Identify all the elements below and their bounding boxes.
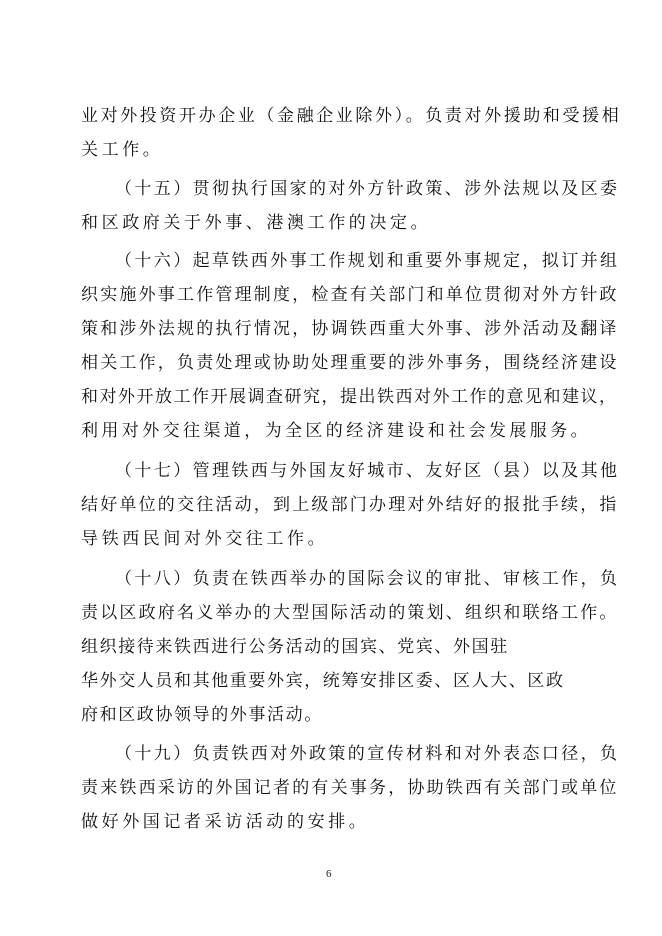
text-line: 组织接待来铁西进行公务活动的国宾、党宾、外国驻 [81,637,509,657]
text-line: （十九）负责铁西对外政策的宣传材料和对外表态口径，负 [115,744,620,764]
text-line: 织实施外事工作管理制度，检查有关部门和单位贯彻对外方针政 [81,285,619,305]
page-number: 6 [326,868,332,880]
text-line: 和对外开放工作开展调查研究，提出铁西对外工作的意见和建议， [81,387,618,407]
text-line: （十七）管理铁西与外国友好城市、友好区（县）以及其他 [115,461,620,481]
text-line: 结好单位的交往活动，到上级部门办理对外结好的报批手续，指 [81,495,619,515]
text-line: 府和区政协领导的外事活动。 [81,705,323,725]
text-line: 利用对外交往渠道，为全区的经济建设和社会发展服务。 [81,421,591,441]
text-line: 导铁西民间对外交往工作。 [81,529,329,549]
text-line: （十六）起草铁西外事工作规划和重要外事规定，拟订并组 [115,251,620,271]
text-line: 和区政府关于外事、港澳工作的决定。 [81,213,432,233]
text-line: 策和涉外法规的执行情况，协调铁西重大外事、涉外活动及翻译 [81,319,619,339]
text-line: 责以区政府名义举办的大型国际活动的策划、组织和联络工作。 [81,603,619,623]
text-line: （十八）负责在铁西举办的国际会议的审批、审核工作，负 [115,569,620,589]
text-line: 华外交人员和其他重要外宾，统筹安排区委、区人大、区政 [81,671,565,691]
text-line: 相关工作，负责处理或协助处理重要的涉外事务，围绕经济建设 [81,353,619,373]
text-line: 业对外投资开办企业（金融企业除外）。负责对外援助和受援相 [81,106,622,126]
text-line: 关工作。 [81,140,164,160]
text-line: 责来铁西采访的外国记者的有关事务，协助铁西有关部门或单位 [81,778,619,798]
text-line: 做好外国记者采访活动的安排。 [81,812,370,832]
text-line: （十五）贯彻执行国家的对外方针政策、涉外法规以及区委 [115,179,620,199]
